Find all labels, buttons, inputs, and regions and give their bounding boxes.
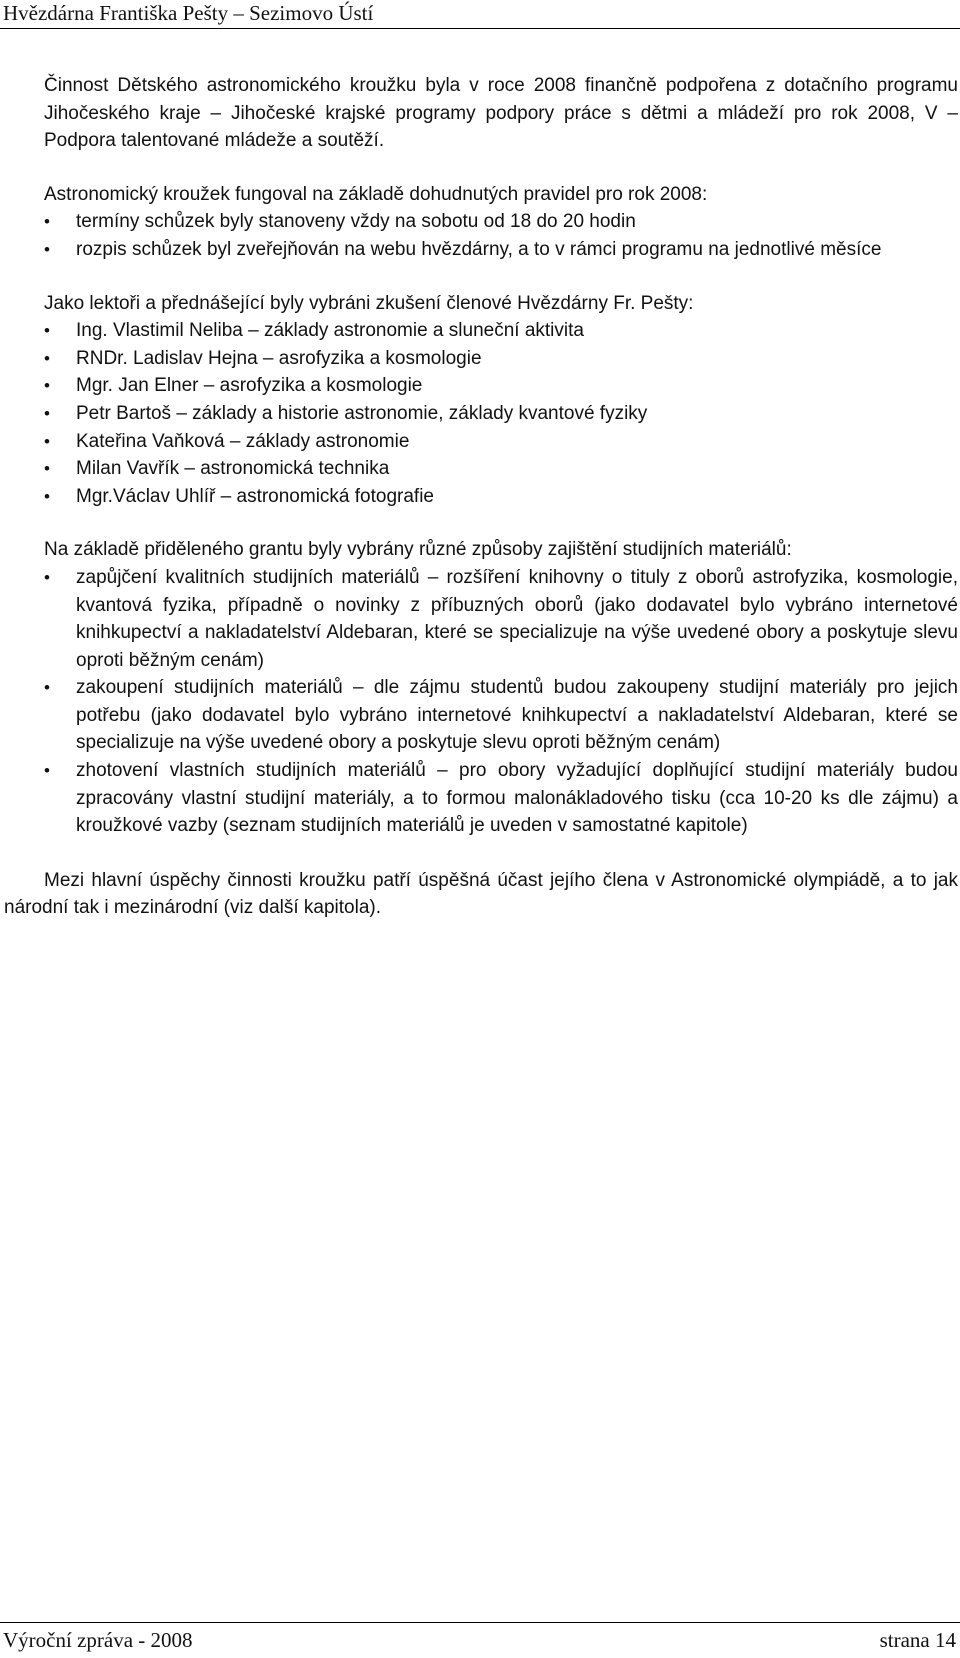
grant-list — [44, 564, 958, 840]
list-item: • Ing. Vlastimil Neliba – základy astronomie a sluneční aktivita — [44, 317, 958, 345]
list-item: • Milan Vavřík – astronomická technika — [44, 455, 958, 483]
spacer — [44, 510, 958, 536]
list-item: • Mgr.Václav Uhlíř – astronomická fotografie — [44, 483, 958, 511]
header-rule — [0, 28, 960, 29]
page-header — [0, 0, 960, 30]
closing-paragraph — [4, 867, 958, 922]
lecturers-lead: Jako lektoři a přednášející byly vybráni zkušení členové Hvězdárny Fr. Pešty: — [44, 292, 694, 314]
spacer — [44, 264, 958, 290]
grant-lead: Na základě přiděleného grantu byly vybrány různé způsoby zajištění studijních materiálů: — [44, 539, 792, 561]
header-title: Hvězdárna Františka Pešty – Sezimovo Ústí — [3, 1, 374, 25]
list-item: • zakoupení studijních materiálů – dle zájmu studentů budou zakoupeny studijní materiály pro jejich potřebu (jako dodavatel bylo vybráno internetové knihkupectví a nakladatelství Aldebaran, které se specializuje na výše uvedené obory a poskytuje slevu oproti běžným cenám) — [44, 674, 958, 757]
lecturers-list — [44, 317, 958, 510]
list-item: • Kateřina Vaňková – základy astronomie — [44, 428, 958, 456]
spacer — [44, 155, 958, 181]
footer-page-number: strana 14 — [879, 1628, 956, 1652]
page-footer — [0, 1622, 960, 1658]
footer-rule — [0, 1622, 960, 1623]
closing-text: Mezi hlavní úspěchy činnosti kroužku patří úspěšná účast jejího člena v Astronomické olympiádě, a to jak národní tak i mezinárodní (viz další kapitola). — [4, 869, 958, 919]
list-item: • rozpis schůzek byl zveřejňován na webu hvězdárny, a to v rámci programu na jednotlivé měsíce — [44, 236, 958, 264]
intro-paragraph: Činnost Dětského astronomického kroužku byla v roce 2008 finančně podpořena z dotačního programu Jihočeského kraje – Jihočeské krajské programy podpory práce s dětmi a mládeží pro rok 2008, V – Podpora talentované mládeže a soutěží. — [44, 75, 958, 152]
spacer — [44, 840, 958, 867]
rules-list — [44, 208, 958, 263]
closing-wrap — [4, 867, 958, 922]
list-item: • zhotovení vlastních studijních materiálů – pro obory vyžadující doplňující studijní materiály budou zpracovány vlastní studijní materiály, a to formou malonákladového tisku (cca 10-20 ks dle zájmu) a kroužkové vazby (seznam studijních materiálů je uveden v samostatné kapitole) — [44, 757, 958, 840]
list-item: • termíny schůzek byly stanoveny vždy na sobotu od 18 do 20 hodin — [44, 208, 958, 236]
rules-lead: Astronomický kroužek fungoval na základě dohudnutých pravidel pro rok 2008: — [44, 183, 708, 205]
list-item: • Petr Bartoš – základy a historie astronomie, základy kvantové fyziky — [44, 400, 958, 428]
list-item: • Mgr. Jan Elner – asrofyzika a kosmologie — [44, 372, 958, 400]
footer-report-title: Výroční zpráva - 2008 — [3, 1628, 193, 1652]
list-item: • RNDr. Ladislav Hejna – asrofyzika a kosmologie — [44, 345, 958, 373]
document-body — [4, 72, 958, 922]
list-item: • zapůjčení kvalitních studijních materiálů – rozšíření knihovny o tituly z oborů astrofyzika, kosmologie, kvantová fyzika, případně o novinky z příbuzných oborů (jako dodavatel bylo vybráno internetové knihkupectví a nakladatelství Aldebaran, které se specializuje na výše uvedené obory a poskytuje slevu oproti běžným cenám) — [44, 564, 958, 674]
